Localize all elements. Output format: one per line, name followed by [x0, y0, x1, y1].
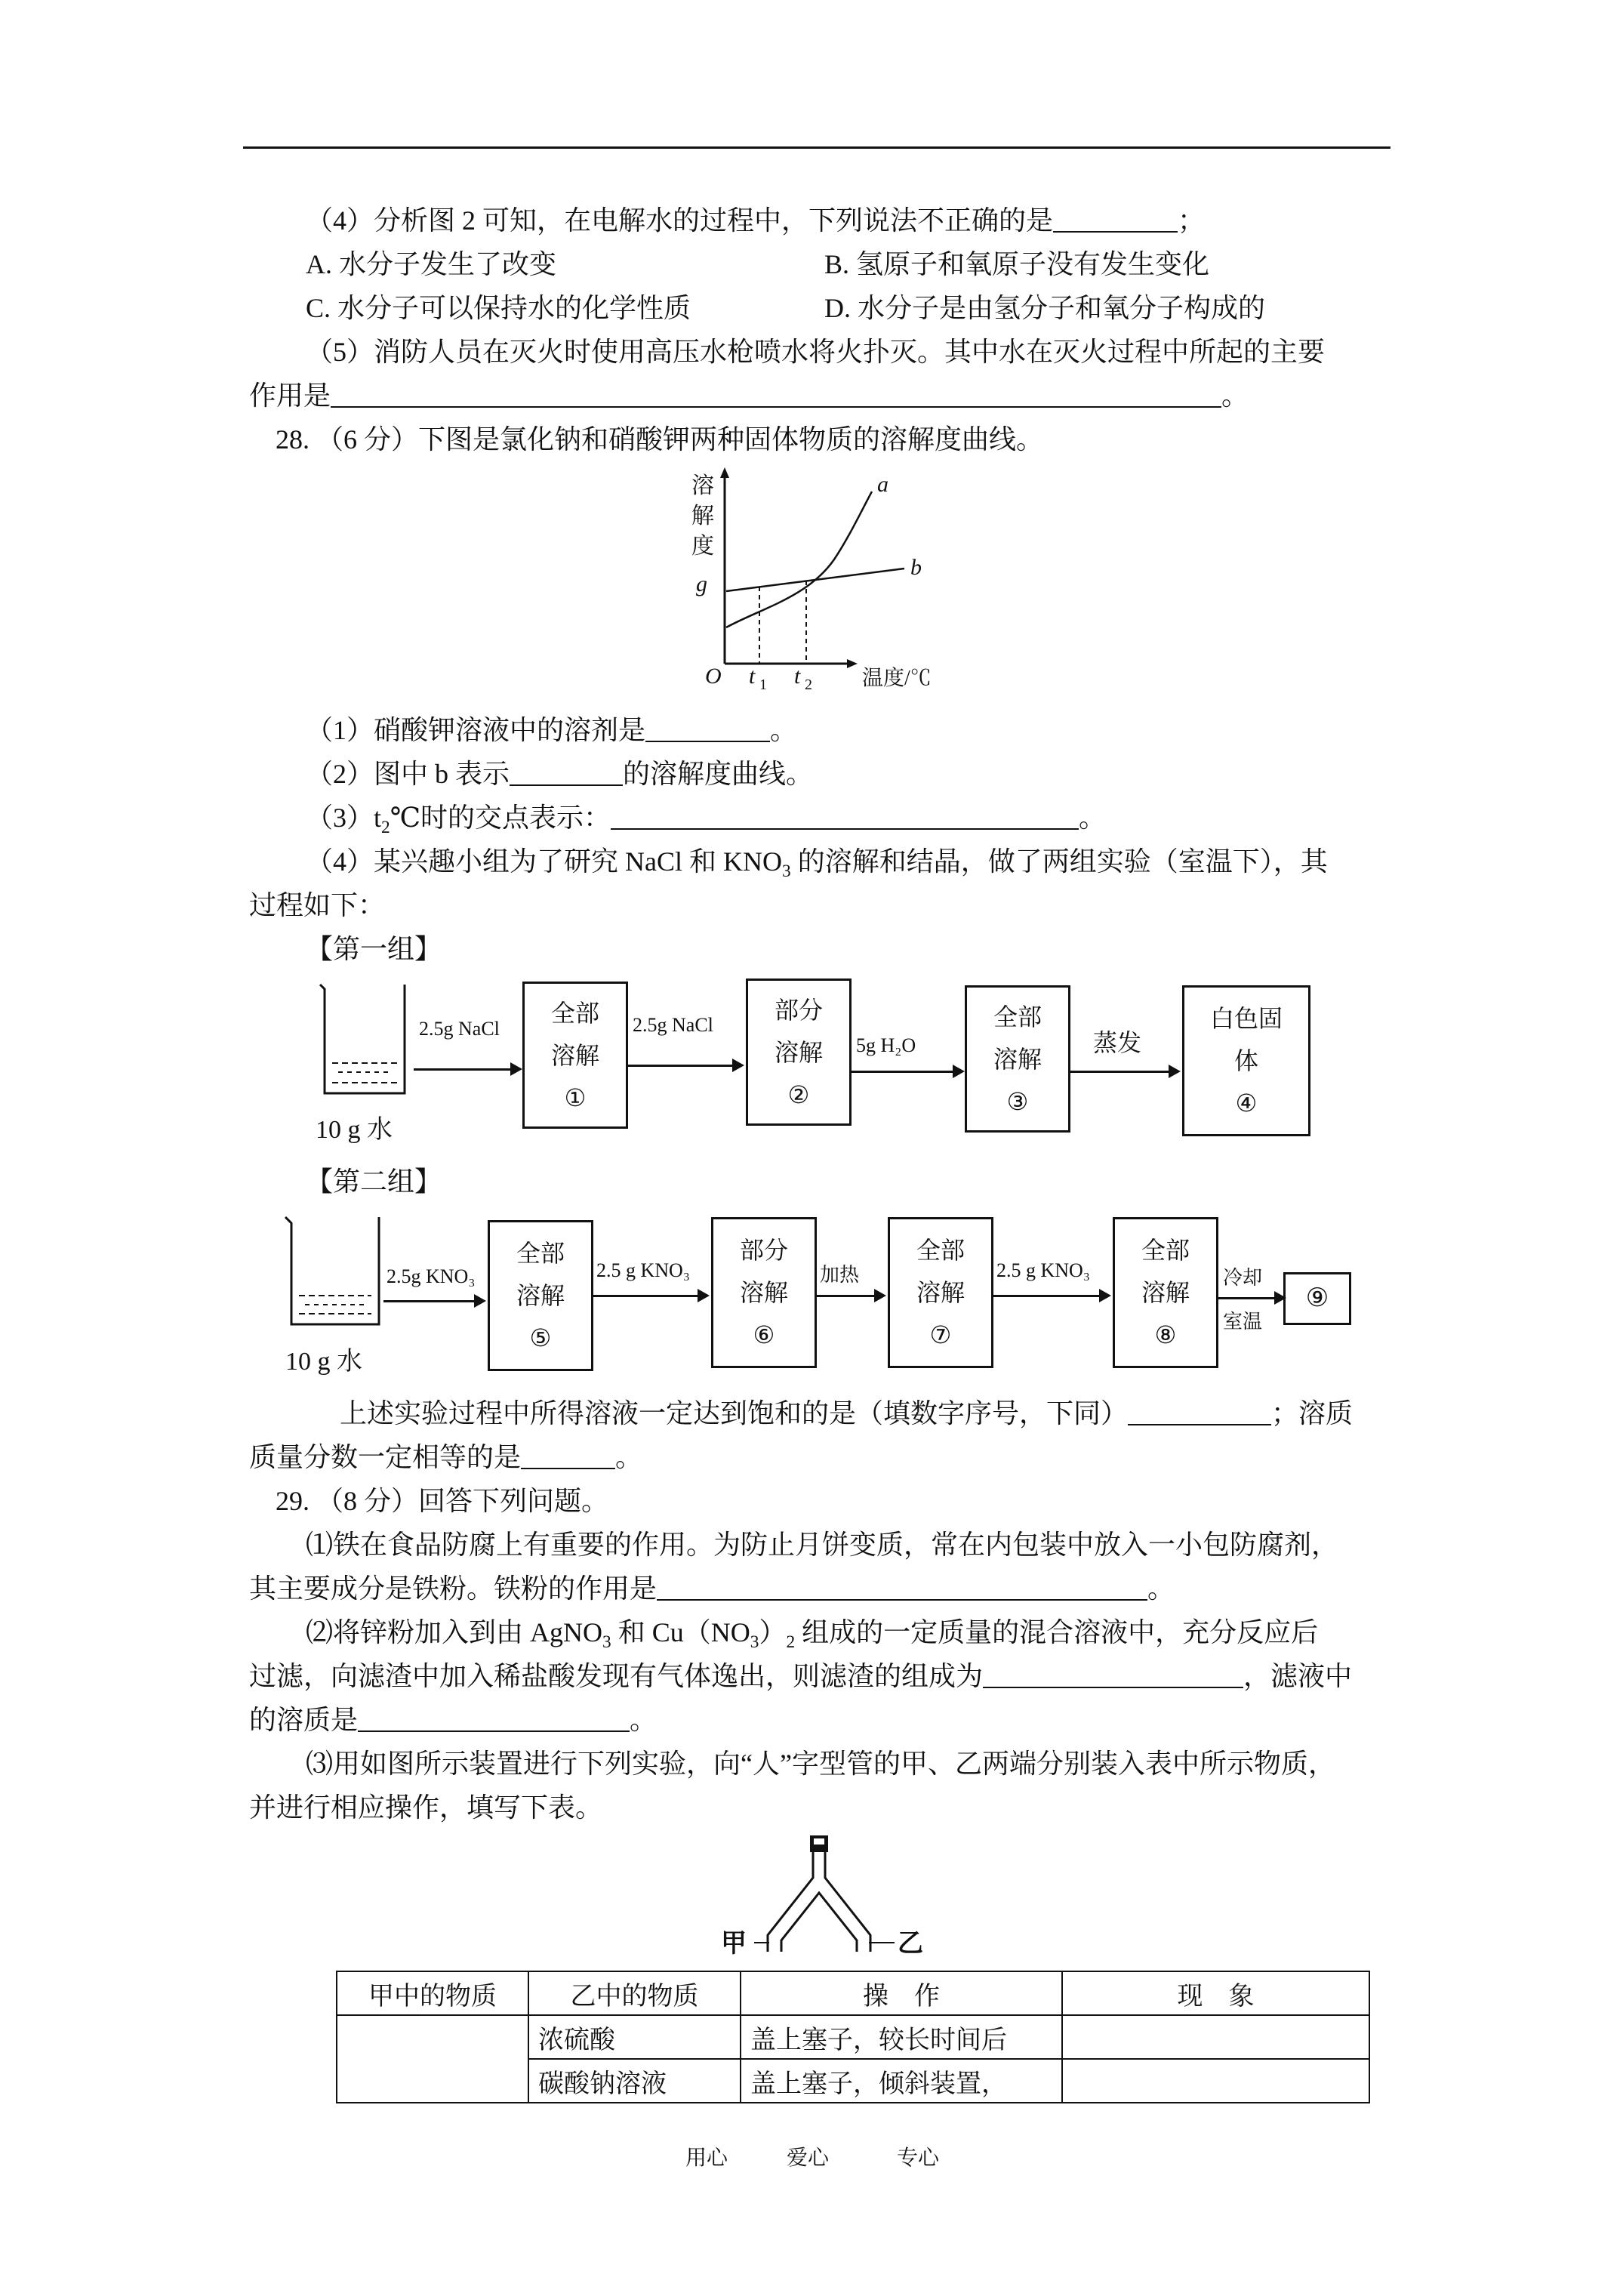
table-cell[interactable]: [1062, 2015, 1369, 2059]
table-cell: 碳酸钠溶液: [528, 2059, 741, 2103]
graph-t1: t: [749, 664, 756, 689]
arrow-label: 蒸发: [1093, 1029, 1142, 1056]
answer-blank[interactable]: [657, 1572, 1147, 1601]
q29-part1-line2: 其主要成分是铁粉。铁粉的作用是 。: [249, 1573, 1175, 1604]
q29-title: 29. （8 分）回答下列问题。: [276, 1486, 609, 1516]
tube-left-label: 甲: [721, 1929, 747, 1958]
y-tube-apparatus: [721, 1831, 947, 1963]
q28-sub3: $(3)t_2℃$时的交点表示： 。: [306, 803, 1107, 838]
option-a: A. 水分子发生了改变: [306, 249, 556, 279]
q28-sub5-line1: 上述实验过程中所得溶液一定达到饱和的是（填数字序号，下同） ；溶质: [340, 1398, 1354, 1428]
graph-origin: O: [705, 664, 722, 689]
q28-sub4-line1: （4）某兴趣小组为了研究 NaCl 和 $KNO_3$ 的溶解和结晶，做了两组实验（室温下），其: [306, 846, 1328, 882]
graph-t2: t: [794, 664, 801, 689]
arrow-label: 室温: [1223, 1311, 1263, 1333]
footer-text-1: 用心: [685, 2147, 728, 2170]
arrow-label: 2.5g KNO₃: [387, 1265, 476, 1287]
table-cell: 浓硫酸: [528, 2015, 741, 2059]
step-box-7: 全部 溶解 ⑦: [888, 1217, 993, 1368]
solubility-curve-graph: [679, 464, 981, 698]
arrow-label: 2.5 g KNO₃: [996, 1259, 1090, 1281]
beaker-icon: [316, 982, 414, 1102]
q28-sub5-line2: 质量分数一定相等的是 。: [249, 1442, 643, 1472]
arrow: [993, 1295, 1108, 1297]
graph-t1-sub: 1: [759, 676, 767, 693]
answer-blank[interactable]: [1053, 204, 1178, 233]
table-header: 现 象: [1062, 1971, 1369, 2015]
arrow-label: 2.5 g KNO₃: [596, 1259, 690, 1281]
q29-part3-line1: ⑶用如图所示装置进行下列实验，向“人”字型管的甲、乙两端分别装入表中所示物质，: [306, 1749, 1335, 1779]
step-box-3: 全部 溶解 ③: [965, 985, 1070, 1133]
arrow-label: 5g H₂O: [856, 1034, 916, 1056]
q29-part1-line1: ⑴铁在食品防腐上有重要的作用。为防止月饼变质，常在内包装中放入一小包防腐剂，: [306, 1530, 1339, 1560]
arrow: [1070, 1071, 1178, 1073]
step-box-8: 全部 溶解 ⑧: [1113, 1217, 1218, 1368]
q27-part4: （4）分析图 2 可知，在电解水的过程中，下列说法不正确的是 ；: [306, 205, 1206, 236]
q28-sub1: （1）硝酸钾溶液中的溶剂是 。: [306, 715, 798, 745]
step-box-1: 全部 溶解 ①: [522, 982, 628, 1129]
experiment-table: [336, 1971, 1370, 2103]
arrow: [852, 1071, 962, 1073]
q29-part3-line2: 并进行相应操作，填写下表。: [249, 1792, 603, 1823]
answer-blank[interactable]: [510, 757, 623, 786]
arrow: [414, 1068, 519, 1071]
answer-blank[interactable]: [611, 801, 1079, 830]
step-box-2: 部分 溶解 ②: [746, 978, 852, 1126]
beaker-label: 10 g 水: [285, 1348, 362, 1376]
answer-blank[interactable]: [983, 1660, 1243, 1688]
table-header-row: [337, 1971, 1369, 2015]
arrow-label: 加热: [820, 1264, 860, 1286]
arrow: [628, 1065, 741, 1067]
graph-ylabel-unit: g: [696, 572, 707, 596]
table-cell[interactable]: [1062, 2059, 1369, 2103]
answer-blank[interactable]: [331, 379, 1221, 408]
arrow: [1218, 1297, 1283, 1299]
step-box-6: 部分 溶解 ⑥: [711, 1217, 817, 1368]
footer-text-3: 专心: [897, 2147, 940, 2170]
arrow: [593, 1295, 707, 1297]
q27-part5-line2: 作用是 。: [249, 381, 1249, 411]
table-header: 操 作: [741, 1971, 1062, 2015]
table-row: [337, 2015, 1369, 2059]
y-axis-arrow: [720, 467, 729, 478]
graph-t2-sub: 2: [805, 676, 812, 693]
graph-ylabel-3: 度: [691, 534, 714, 559]
header-rule: [243, 146, 1390, 149]
option-b: B. 氢原子和氧原子没有发生变化: [824, 249, 1210, 279]
arrow: [383, 1300, 483, 1302]
answer-blank[interactable]: [1128, 1397, 1271, 1425]
curve-a-label: a: [877, 472, 888, 497]
q28-sub4-line2: 过程如下：: [249, 890, 386, 920]
q29-part2-line1: ⑵将锌粉加入到由 AgNO$_3$ 和 $Cu(NO_3)_2$ 组成的一定质量的混合溶液中，充分反应后: [306, 1617, 1319, 1653]
arrow-label: 2.5g NaCl: [633, 1014, 713, 1036]
table-cell[interactable]: [337, 2015, 528, 2103]
group2-title: 【第二组】: [306, 1166, 442, 1197]
q28-title: 28. （6 分）下图是氯化钠和硝酸钾两种固体物质的溶解度曲线。: [276, 424, 1044, 455]
arrow-label: 冷却: [1223, 1267, 1263, 1289]
tube-right-label: 乙: [898, 1929, 923, 1958]
step-box-5: 全部 溶解 ⑤: [488, 1220, 593, 1371]
beaker-label: 10 g 水: [316, 1116, 393, 1144]
option-d: D. 水分子是由氢分子和氧分子构成的: [824, 293, 1265, 323]
graph-ylabel-2: 解: [691, 504, 714, 529]
q28-sub2: （2）图中 b 表示 的溶解度曲线。: [306, 759, 814, 789]
curve-a: [726, 492, 872, 627]
table-header: 乙中的物质: [528, 1971, 741, 2015]
graph-ylabel-1: 溶: [691, 473, 714, 498]
x-axis-arrow: [847, 659, 858, 668]
q29-part2-line3: 的溶质是 。: [249, 1705, 658, 1735]
option-c: C. 水分子可以保持水的化学性质: [306, 293, 691, 323]
graph-xlabel: 温度/℃: [862, 667, 932, 690]
q29-part2-line2: 过滤，向滤渣中加入稀盐酸发现有气体逸出，则滤渣的组成为 ，滤液中: [249, 1661, 1353, 1691]
footer-text-2: 爱心: [787, 2147, 830, 2170]
answer-blank[interactable]: [645, 713, 770, 742]
table-cell: 盖上塞子，较长时间后: [741, 2015, 1062, 2059]
curve-b: [726, 569, 904, 591]
curve-b-label: b: [910, 555, 922, 580]
table-header: 甲中的物质: [337, 1971, 528, 2015]
arrow: [817, 1295, 883, 1297]
step-box-4: 白色固 体 ④: [1182, 985, 1310, 1136]
arrow-label: 2.5g NaCl: [419, 1018, 500, 1040]
answer-blank[interactable]: [521, 1441, 615, 1469]
beaker-icon: [281, 1214, 390, 1331]
answer-blank[interactable]: [358, 1703, 630, 1732]
group1-title: 【第一组】: [306, 934, 442, 964]
q27-part5-line1: （5）消防人员在灭火时使用高压水枪喷水将火扑灭。其中水在灭火过程中所起的主要: [306, 337, 1326, 367]
table-cell: 盖上塞子，倾斜装置，: [741, 2059, 1062, 2103]
step-box-9: ⑨: [1283, 1272, 1351, 1325]
